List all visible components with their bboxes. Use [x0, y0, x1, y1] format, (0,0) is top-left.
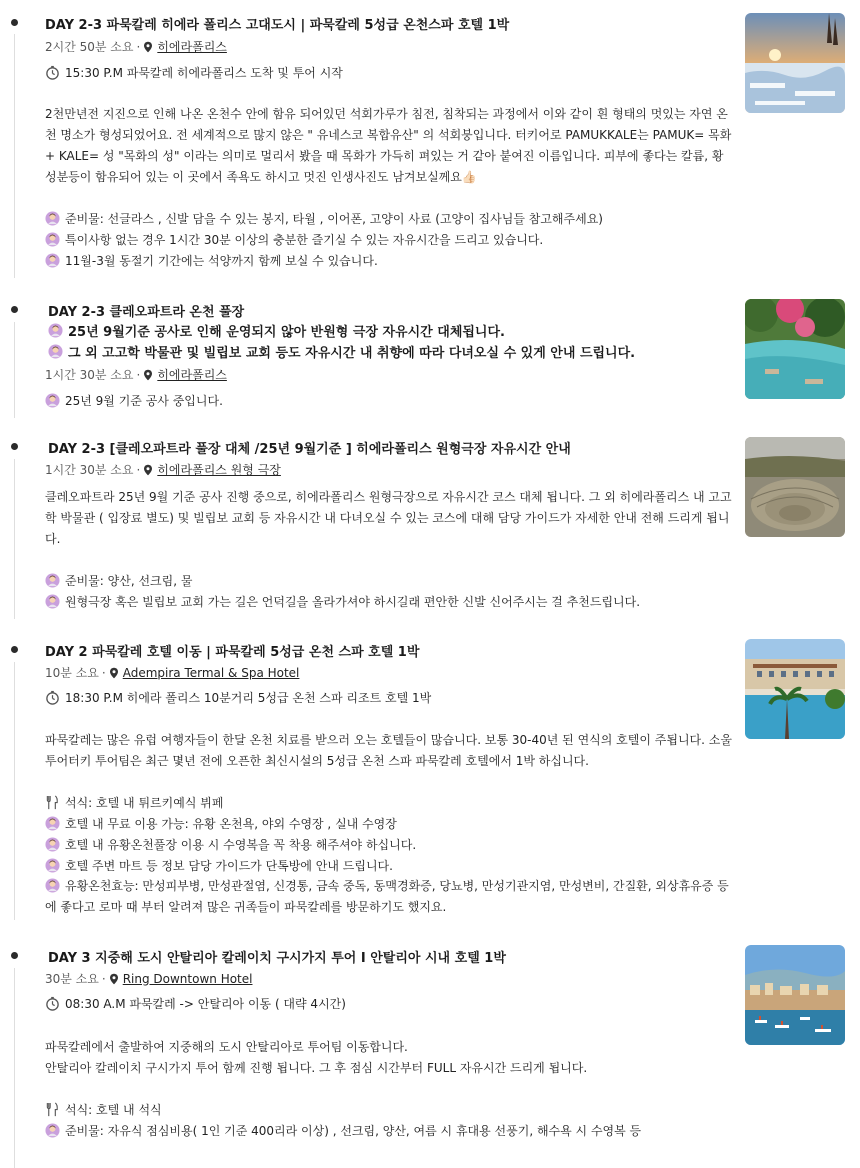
person-tipping-hand-emoji	[45, 211, 60, 226]
meta-separator: ·	[101, 971, 106, 986]
map-pin-icon	[142, 464, 154, 476]
item-title[interactable]: DAY 3 지중해 도시 안탈리아 칼레이치 구시가지 투어 I 안탈리아 시내 호텔 1박	[48, 951, 506, 966]
item-meta	[45, 366, 227, 383]
note-text: 유황온천효능: 만성피부병, 만성관절염, 신경통, 금속 중독, 동맥경화증, 당뇨병, 만성기관지염, 만성변비, 간질환, 외상휴유증 등에 좋다고 로마 때 부터 알려져 많은 귀족들이 파묵칼레를 방문하기도 했지요.	[45, 879, 729, 914]
item-meta	[45, 461, 281, 478]
note-line	[45, 815, 397, 832]
map-pin-icon	[142, 41, 154, 53]
time-text: 08:30 A.M 파묵칼레 -> 안탈리아 이동 ( 대략 4시간)	[65, 997, 346, 1011]
note-line	[45, 1122, 641, 1139]
note-paragraph	[45, 876, 735, 918]
note-text: 호텔 주변 마트 등 정보 담당 가이드가 단톡방에 안내 드립니다.	[65, 859, 393, 873]
note-text: 준비물: 선글라스 , 신발 담을 수 있는 봉지, 타월 , 이어폰, 고양이 사료 (고양이 집사님들 참고해주세요)	[65, 212, 603, 226]
person-tipping-hand-emoji	[45, 594, 60, 609]
time-line	[45, 995, 346, 1012]
timeline-dot	[11, 952, 18, 959]
timeline-line	[14, 322, 15, 418]
note-text: 준비물: 자유식 점심비용( 1인 기준 400리라 이상) , 선크림, 양산, 여름 시 휴대용 선풍기, 해수욕 시 수영복 등	[65, 1124, 642, 1138]
map-pin-icon	[142, 369, 154, 381]
person-tipping-hand-emoji	[45, 393, 60, 408]
item-title[interactable]: DAY 2 파묵칼레 호텔 이동 | 파묵칼레 5성급 온천 스파 호텔 1박	[45, 645, 420, 660]
duration-text: 30분 소요	[45, 972, 99, 986]
meta-separator: ·	[136, 367, 141, 382]
note-line	[45, 231, 543, 248]
timeline-dot	[11, 19, 18, 26]
map-pin-icon	[108, 973, 120, 985]
highlight-line	[48, 342, 635, 361]
meal-text: 석식: 호텔 내 석식	[65, 1103, 162, 1117]
note-text: 원형극장 혹은 빌립보 교회 가는 길은 언덕길을 올라가셔야 하시길래 편안한 신발 신어주시는 걸 추천드립니다.	[65, 595, 641, 609]
meal-text: 석식: 호텔 내 튀르키예식 뷔페	[65, 796, 224, 810]
stopwatch-icon	[45, 690, 60, 705]
duration-text: 1시간 30분 소요	[45, 463, 134, 477]
location-link[interactable]: 히에라폴리스	[157, 368, 227, 382]
note-text: 호텔 내 유황온천풀장 이용 시 수영복을 꼭 착용 해주셔야 하십니다.	[65, 838, 417, 852]
note-text: 호텔 내 무료 이용 가능: 유황 온천욕, 야외 수영장 , 실내 수영장	[65, 817, 397, 831]
note-text: 특이사항 없는 경우 1시간 30분 이상의 충분한 즐기실 수 있는 자유시간을 드리고 있습니다.	[65, 233, 544, 247]
person-tipping-hand-emoji	[45, 816, 60, 831]
timeline-dot	[11, 443, 18, 450]
location-link[interactable]: Adempira Termal & Spa Hotel	[122, 665, 300, 680]
meta-separator: ·	[136, 39, 141, 54]
item-meta	[45, 38, 227, 55]
person-tipping-hand-emoji	[45, 858, 60, 873]
description-paragraph: 클레오파트라 25년 9월 기준 공사 진행 중으로, 히에라폴리스 원형극장으로 자유시간 코스 대체 됩니다. 그 외 히에라폴리스 내 고고학 박물관 ( 입장료 별도) 및 빌립보 교회 등 자유시간 내 다녀오실 수 있는 코스에 대해 담당 가이드가 자세한 안내 전해 드리게 됩니다.	[45, 490, 732, 546]
person-tipping-hand-emoji	[45, 1123, 60, 1138]
timeline-line	[14, 459, 15, 619]
item-title[interactable]: DAY 2-3 클레오파트라 온천 풀장	[48, 305, 245, 320]
meta-separator: ·	[136, 462, 141, 477]
amphitheatre-photo[interactable]	[745, 437, 845, 537]
time-line	[45, 689, 431, 706]
item-title[interactable]: DAY 2-3 파묵칼레 히에라 폴리스 고대도시 | 파묵칼레 5성급 온천스파 호텔 1박	[45, 18, 510, 33]
timeline-line	[14, 968, 15, 1168]
item-meta	[45, 970, 252, 987]
stopwatch-icon	[45, 65, 60, 80]
person-tipping-hand-emoji	[48, 323, 63, 338]
person-tipping-hand-emoji	[45, 878, 60, 893]
duration-text: 10분 소요	[45, 666, 99, 680]
location-link[interactable]: Ring Downtown Hotel	[122, 971, 253, 986]
location-link[interactable]: 히에라폴리스	[157, 40, 227, 54]
timeline-dot	[11, 646, 18, 653]
person-tipping-hand-emoji	[45, 253, 60, 268]
note-line	[45, 836, 416, 853]
time-text: 18:30 P.M 히에라 폴리스 10분거리 5성급 온천 스파 리조트 호텔 1박	[65, 691, 432, 705]
note-text: 준비물: 양산, 선크림, 물	[65, 574, 193, 588]
note-text: 25년 9월 기준 공사 중입니다.	[65, 394, 223, 408]
map-pin-icon	[108, 667, 120, 679]
note-line	[45, 210, 603, 227]
highlight-line	[48, 321, 505, 340]
stopwatch-icon	[45, 996, 60, 1011]
note-line	[45, 252, 378, 269]
item-meta	[45, 664, 299, 681]
paragraph-text: 안탈리아 칼레이치 구시가지 투어 함께 진행 됩니다. 그 후 점심 시간부터 FULL 자유시간 드리게 됩니다.	[45, 1061, 588, 1075]
note-text: 11월-3월 동절기 기간에는 석양까지 함께 보실 수 있습니다.	[65, 254, 378, 268]
description-paragraph: 2천만년전 지진으로 인해 나온 온천수 안에 함유 되어있던 석회가루가 침전, 침착되는 과정에서 이와 같이 흰 형태의 멋있는 자연 온천 명소가 형성되었어요. 전 세계적으로 많지 않은 " 유네스코 복합유산" 의 석회붕입니다. 터키어로 PAMUKKALE는 PAMUK= 목화+ KALE= 성 "목화의 성" 이라는 의미로 멀리서 봤을 때 목화가 가득히 펴있는 거 같아 붙여진 이름입니다. 피부에 좋다는 칼륨, 황성분등이 함유되어 있는 이 곳에서 족욕도 하시고 멋진 인생사진도 남겨보실께요👍🏻	[45, 107, 732, 184]
fork-knife-icon	[45, 795, 60, 810]
location-link[interactable]: 히에라폴리스 원형 극장	[157, 463, 281, 477]
item-title[interactable]: DAY 2-3 [클레오파트라 풀장 대체 /25년 9월기준 ] 히에라폴리스 원형극장 자유시간 안내	[48, 442, 571, 457]
person-tipping-hand-emoji	[48, 344, 63, 359]
meta-separator: ·	[101, 665, 106, 680]
timeline-line	[14, 662, 15, 920]
note-line	[45, 593, 640, 610]
time-text: 15:30 P.M 파묵칼레 히에라폴리스 도착 및 투어 시작	[65, 66, 343, 80]
paragraph-text: 파묵칼레에서 출발하여 지중해의 도시 안탈리아로 투어팀 이동합니다.	[45, 1040, 408, 1054]
highlight-text: 그 외 고고학 박물관 및 빌립보 교회 등도 자유시간 내 취향에 따라 다녀오실 수 있게 안내 드립니다.	[68, 346, 636, 361]
timeline-dot	[11, 306, 18, 313]
note-line	[45, 857, 393, 874]
note-line	[45, 392, 223, 409]
duration-text: 2시간 50분 소요	[45, 40, 134, 54]
fork-knife-icon	[45, 1102, 60, 1117]
highlight-text: 25년 9월기준 공사로 인해 운영되지 않아 반원형 극장 자유시간 대체됩니다.	[68, 325, 505, 340]
meal-line	[45, 1101, 162, 1118]
antalya-harbor-photo[interactable]	[745, 945, 845, 1045]
person-tipping-hand-emoji	[45, 573, 60, 588]
person-tipping-hand-emoji	[45, 232, 60, 247]
timeline-line	[14, 34, 15, 278]
paragraph-line	[45, 1038, 408, 1055]
description-paragraph: 파묵칼레는 많은 유럽 여행자들이 한달 온천 치료를 받으러 오는 호텔들이 많습니다. 보통 30-40년 된 연식의 호텔이 주됩니다. 소울투어터키 투어팀은 최근 몇년 전에 오픈한 최신시설의 5성급 온천 스파 파묵칼레 호텔에서 1박 하십니다.	[45, 733, 732, 768]
cleopatra-pool-photo[interactable]	[745, 299, 845, 399]
person-tipping-hand-emoji	[45, 837, 60, 852]
time-line	[45, 64, 343, 81]
duration-text: 1시간 30분 소요	[45, 368, 134, 382]
meal-line	[45, 794, 223, 811]
paragraph-line	[45, 1059, 587, 1076]
note-line	[45, 572, 192, 589]
spa-hotel-photo[interactable]	[745, 639, 845, 739]
pamukkale-terraces-photo[interactable]	[745, 13, 845, 113]
